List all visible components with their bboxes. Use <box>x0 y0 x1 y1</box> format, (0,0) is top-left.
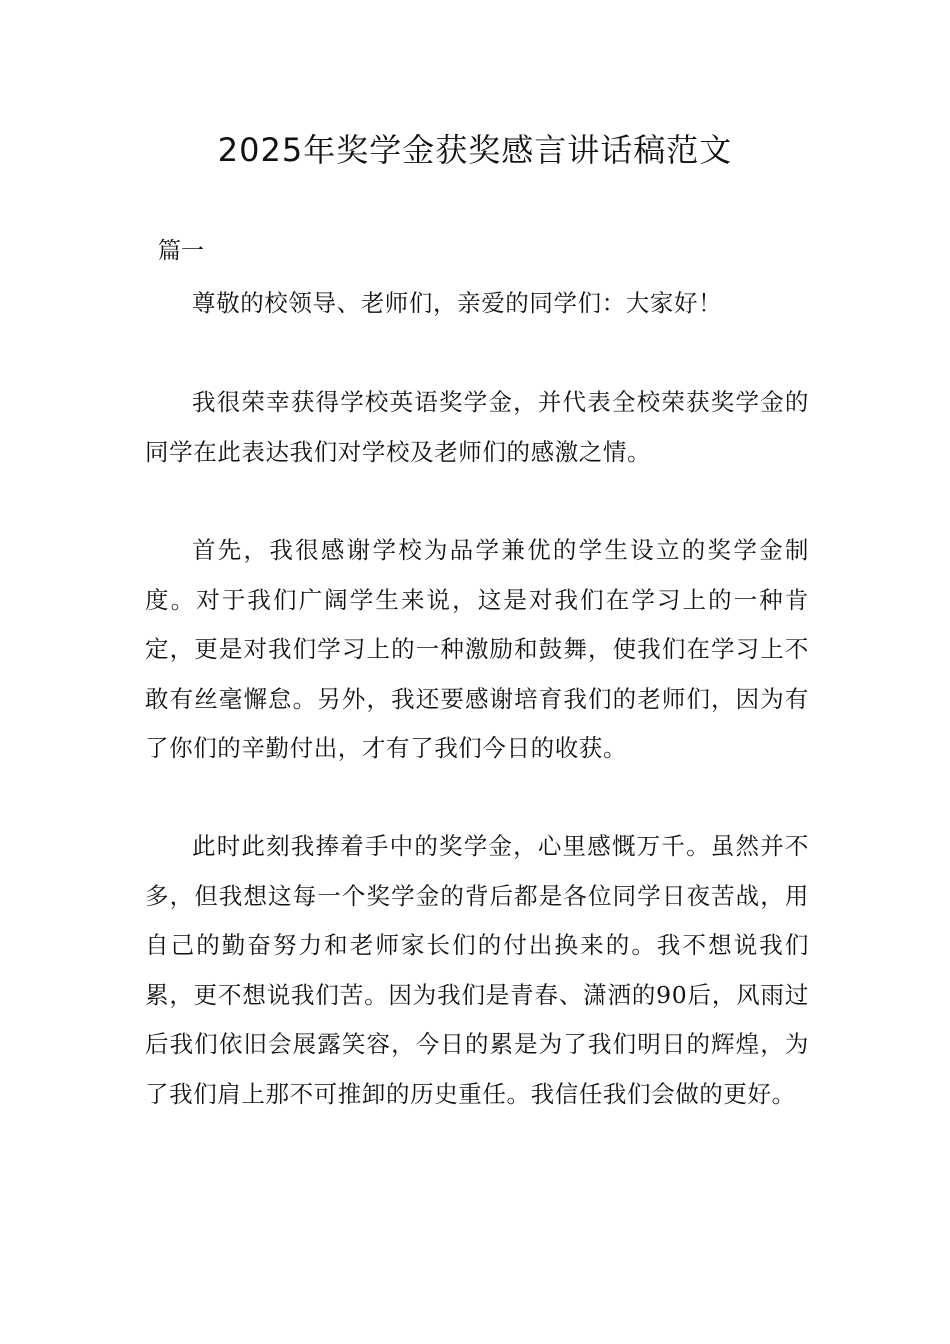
document-title: 2025年奖学金获奖感言讲话稿范文 <box>217 131 733 169</box>
paragraph-thanks: 首先，我很感谢学校为品学兼优的学生设立的奖学金制度。对于我们广阔学生来说，这是对我们在学习上的一种肯定，更是对我们学习上的一种激励和鼓舞，使我们在学习上不敢有丝毫懈怠。另外，我还要感谢培育我们的老师们，因为有了你们的辛勤付出，才有了我们今日的收获。 <box>145 536 809 762</box>
paragraph-honor: 我很荣幸获得学校英语奖学金，并代表全校荣获奖学金的同学在此表达我们对学校及老师们的感激之情。 <box>145 388 809 466</box>
paragraph-reflection: 此时此刻我捧着手中的奖学金，心里感慨万千。虽然并不多，但我想这每一个奖学金的背后都是各位同学日夜苦战，用自己的勤奋努力和老师家长们的付出换来的。我不想说我们累，更不想说我们苦。因为我们是青春、潇洒的90后，风雨过后我们依旧会展露笑容，今日的累是为了我们明日的辉煌，为了我们肩上那不可推卸的历史重任。我信任我们会做的更好。 <box>145 832 809 1108</box>
paragraph-greeting: 尊敬的校领导、老师们，亲爱的同学们：大家好！ <box>192 289 723 317</box>
section-label: 篇一 <box>158 238 204 264</box>
